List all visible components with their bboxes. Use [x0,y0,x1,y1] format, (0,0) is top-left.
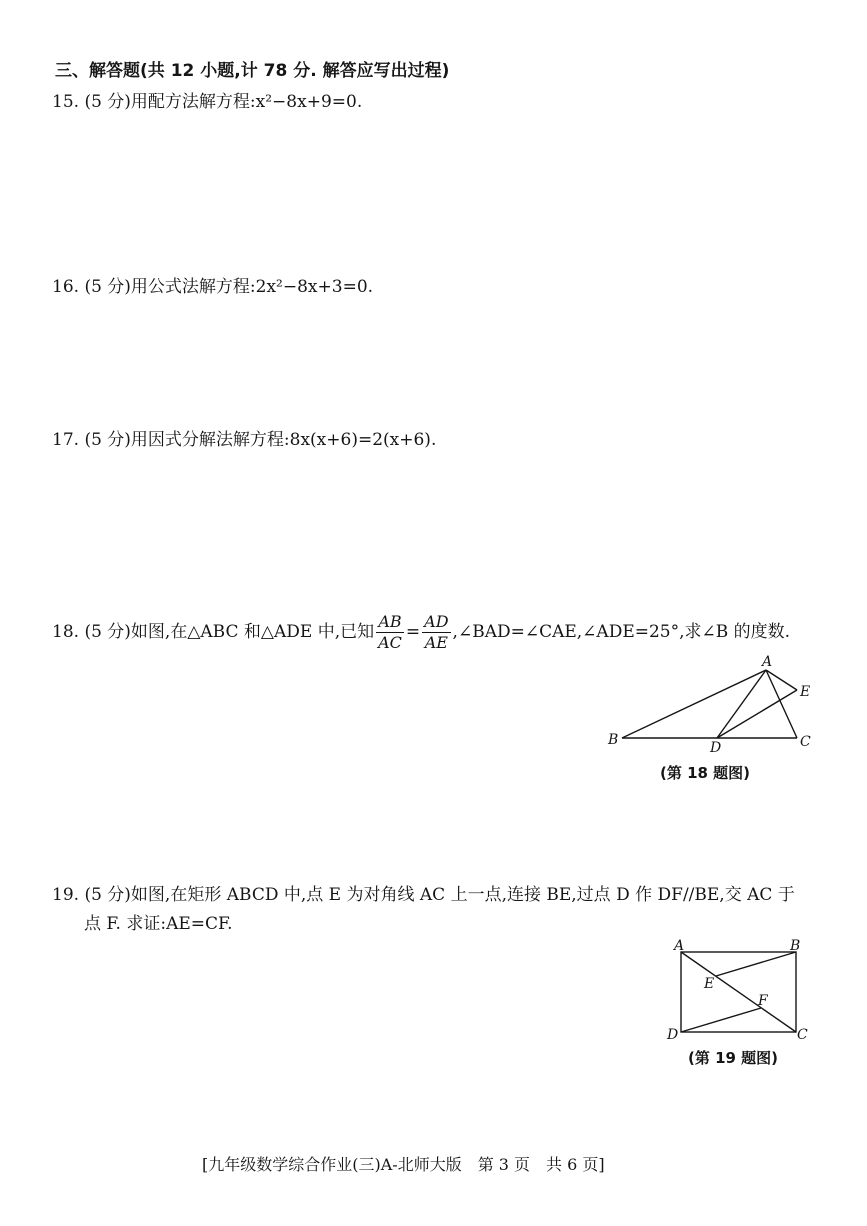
figure-18-caption: (第 18 题图) [660,764,751,782]
question-15: 15. (5 分)用配方法解方程:x²−8x+9=0. [52,92,363,112]
segment-ab [622,670,766,738]
fraction-ad-ae [422,612,450,653]
segment-de [717,690,797,738]
page-footer: [九年级数学综合作业(三)A-北师大版 第 3 页 共 6 页] [202,1155,605,1174]
figure-19-diagram [664,935,814,1045]
label-b: B [608,732,619,748]
fraction-denominator: AE [424,633,448,652]
question-17: 17. (5 分)用因式分解法解方程:8x(x+6)=2(x+6). [52,430,437,450]
label-b: B [790,938,801,954]
label-c: C [797,1027,808,1043]
segment-ad [717,670,766,738]
diagonal-ac [681,952,796,1032]
label-e: E [800,684,811,700]
question-19-line-1: 19. (5 分)如图,在矩形 ABCD 中,点 E 为对角线 AC 上一点,连接 BE,过点 D 作 DF//BE,交 AC 于 [52,885,795,905]
label-a: A [674,938,685,954]
label-d: D [710,740,722,756]
question-18 [52,612,790,653]
label-f: F [758,993,768,1009]
figure-19-caption: (第 19 题图) [688,1049,779,1067]
segment-df [681,1008,761,1032]
equals-sign: = [405,622,421,642]
question-16: 16. (5 分)用公式法解方程:2x²−8x+3=0. [52,277,374,297]
fraction-ab-ac [376,612,404,653]
label-c: C [800,734,811,750]
fraction-numerator: AD [424,612,449,631]
question-18-suffix: ,∠BAD=∠CAE,∠ADE=25°,求∠B 的度数. [452,622,791,642]
segment-be [716,952,796,976]
fraction-numerator: AB [376,612,404,633]
figure-18-diagram [600,652,820,757]
label-e: E [704,976,715,992]
fraction-denominator: AC [378,633,402,652]
section-title: 三、解答题(共 12 小题,计 78 分. 解答应写出过程) [55,61,450,81]
question-19-line-2: 点 F. 求证:AE=CF. [84,914,233,934]
question-18-prefix: 18. (5 分)如图,在△ABC 和△ADE 中,已知 [52,622,375,642]
label-d: D [667,1027,679,1043]
label-a: A [762,654,773,670]
